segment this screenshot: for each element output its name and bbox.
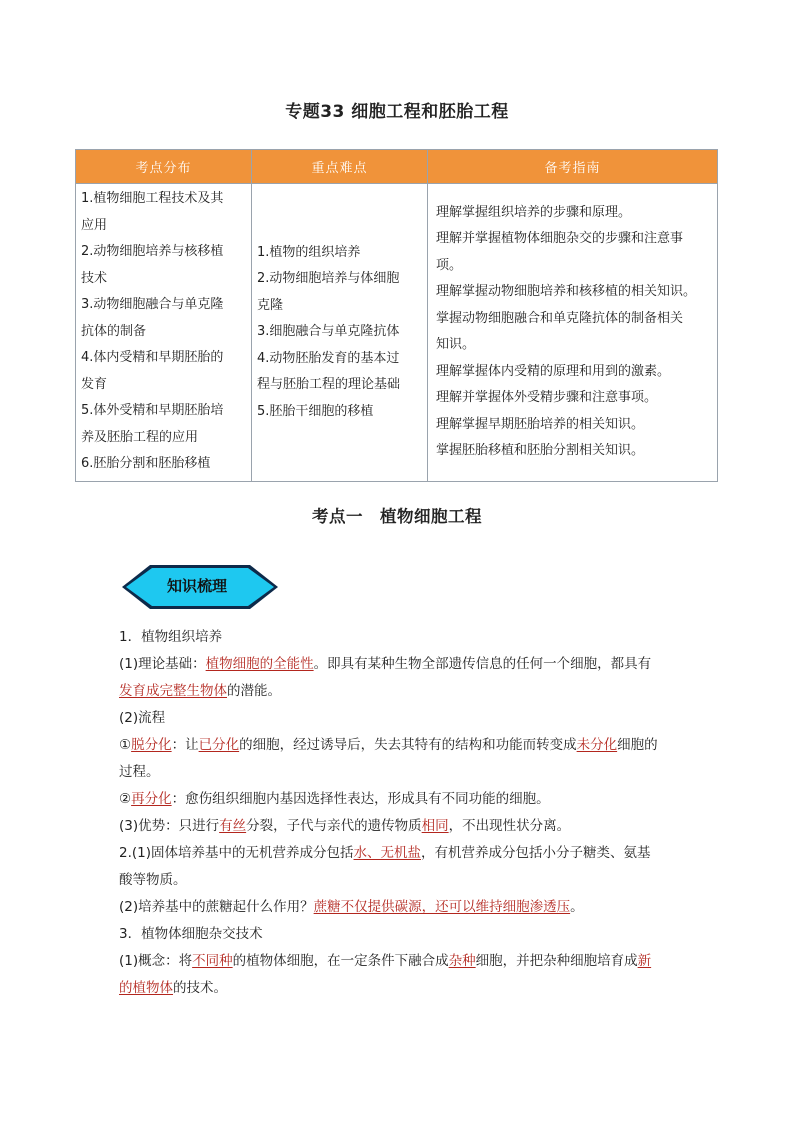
key-term: 再分化	[131, 791, 172, 807]
knowledge-badge: 知识梳理	[166, 577, 227, 595]
study-guide-cell	[428, 184, 718, 482]
col1-line: 抗体的制备	[81, 323, 147, 339]
paragraph-text: (1)概念：将	[119, 953, 193, 969]
col2-line: 2.动物细胞培养与体细胞	[257, 271, 400, 286]
header-study-guide: 备考指南	[428, 150, 718, 184]
paragraph-text: ①	[119, 737, 132, 753]
table-row	[76, 184, 718, 482]
key-difficulties-cell	[252, 184, 428, 482]
col1-line: 4.体内受精和早期胚胎的	[81, 350, 224, 365]
paragraph-line	[119, 867, 689, 894]
content-body	[119, 624, 689, 1002]
paragraph-text: 分裂，子代与亲代的遗传物质	[246, 818, 422, 834]
key-term: 相同	[421, 818, 449, 834]
key-term: 新	[637, 953, 652, 969]
paragraph-text: 。即具有某种生物全部遗传信息的任何一个细胞，都具有	[313, 656, 652, 672]
paragraph-text: ：愈伤组织细胞内基因选择性表达，形成具有不同功能的细胞。	[171, 791, 550, 807]
paragraph-text: 的细胞，经过诱导后，失去其特有的结构和功能而转变成	[239, 737, 577, 753]
paragraph-line	[119, 948, 689, 975]
col1-line: 5.体外受精和早期胚胎培	[81, 403, 224, 418]
paragraph-text: (1)理论基础：	[119, 656, 206, 672]
key-term: 的植物体	[119, 980, 173, 996]
section-title: 考点一 植物细胞工程	[312, 507, 482, 526]
col1-line: 技术	[81, 270, 108, 286]
key-term: 发育成完整生物体	[119, 683, 227, 699]
col3-line: 掌握胚胎移植和胚胎分割相关知识。	[436, 443, 645, 459]
paragraph-line	[119, 813, 689, 840]
key-term: 脱分化	[131, 737, 172, 753]
col3-line: 项。	[436, 257, 463, 273]
paragraph-line	[119, 894, 689, 921]
paragraph-text: 。	[570, 899, 584, 915]
key-term: 植物细胞的全能性	[205, 656, 314, 672]
paragraph-line	[119, 624, 689, 651]
paragraph-text: (2)培养基中的蔗糖起什么作用？	[119, 899, 314, 915]
col3-line: 知识。	[436, 337, 476, 353]
paragraph-line	[119, 678, 689, 705]
col1-line: 3.动物细胞融合与单克隆	[81, 297, 224, 312]
paragraph-text: 2.(1)固体培养基中的无机营养成分包括	[119, 845, 354, 861]
page-title: 专题33 细胞工程和胚胎工程	[285, 102, 509, 122]
paragraph-text: 的植物体细胞，在一定条件下融合成	[232, 953, 449, 969]
col2-line: 4.动物胚胎发育的基本过	[257, 350, 400, 366]
header-exam-points: 考点分布	[76, 150, 252, 184]
key-term: 有丝	[219, 818, 247, 834]
paragraph-text: (3)优势：只进行	[119, 818, 220, 834]
paragraph-text: ，不出现性状分离。	[448, 818, 571, 834]
exam-points-cell	[76, 184, 252, 482]
paragraph-text: ，有机营养成分包括小分子糖类、氨基	[421, 845, 651, 861]
paragraph-text: (2)流程	[119, 710, 166, 726]
col3-line: 理解掌握体内受精的原理和用到的激素。	[436, 363, 671, 379]
paragraph-line	[119, 651, 689, 678]
col3-line: 理解掌握动物细胞培养和核移植的相关知识。	[436, 284, 697, 300]
col1-line: 1.植物细胞工程技术及其	[81, 191, 224, 206]
paragraph-text: 的潜能。	[227, 683, 281, 699]
col1-line: 2.动物细胞培养与核移植	[81, 244, 224, 259]
key-term: 未分化	[576, 737, 618, 753]
paragraph-text: 的技术。	[173, 980, 227, 996]
paragraph-line	[119, 759, 689, 786]
paragraph-line	[119, 975, 689, 1002]
col2-line: 程与胚胎工程的理论基础	[257, 377, 401, 392]
key-term: 蔗糖不仅提供碳源，还可以维持细胞渗透压	[313, 899, 571, 915]
col1-line: 应用	[81, 217, 108, 233]
paragraph-line	[119, 921, 689, 948]
key-term: 已分化	[198, 737, 240, 753]
col3-line: 理解掌握早期胚胎培养的相关知识。	[436, 416, 645, 432]
paragraph-line	[119, 705, 689, 732]
key-term: 杂种	[448, 953, 476, 969]
paragraph-line	[119, 732, 689, 759]
paragraph-text: ②	[119, 791, 132, 807]
key-term: 水、无机盐	[353, 845, 422, 861]
col3-line: 理解并掌握体外受精步骤和注意事项。	[436, 390, 658, 406]
col2-line: 克隆	[257, 297, 284, 313]
paragraph-line	[119, 840, 689, 867]
col2-line: 3.细胞融合与单克隆抗体	[257, 324, 400, 339]
header-key-difficulties: 重点难点	[252, 150, 428, 184]
paragraph-text: 过程。	[119, 764, 160, 780]
col1-line: 6.胚胎分割和胚胎移植	[81, 456, 211, 471]
paragraph-text: 细胞，并把杂种细胞培育成	[475, 953, 638, 969]
key-term: 不同种	[192, 953, 233, 969]
col3-line: 理解掌握组织培养的步骤和原理。	[436, 204, 632, 220]
col3-line: 理解并掌握植物体细胞杂交的步骤和注意事	[436, 231, 684, 247]
overview-table	[75, 149, 718, 482]
paragraph-line	[119, 786, 689, 813]
col1-line: 发育	[81, 376, 108, 392]
col3-line: 掌握动物细胞融合和单克隆抗体的制备相关	[436, 310, 684, 326]
paragraph-text: 3．植物体细胞杂交技术	[119, 926, 263, 942]
paragraph-text: 细胞的	[617, 737, 658, 753]
paragraph-text: 1．植物组织培养	[119, 629, 223, 645]
table-header-row	[76, 150, 718, 184]
col1-line: 养及胚胎工程的应用	[81, 429, 199, 445]
paragraph-text: 酸等物质。	[119, 872, 187, 888]
col2-line: 5.胚胎干细胞的移植	[257, 403, 374, 419]
col2-line: 1.植物的组织培养	[257, 244, 361, 260]
paragraph-text: ：让	[171, 737, 199, 753]
